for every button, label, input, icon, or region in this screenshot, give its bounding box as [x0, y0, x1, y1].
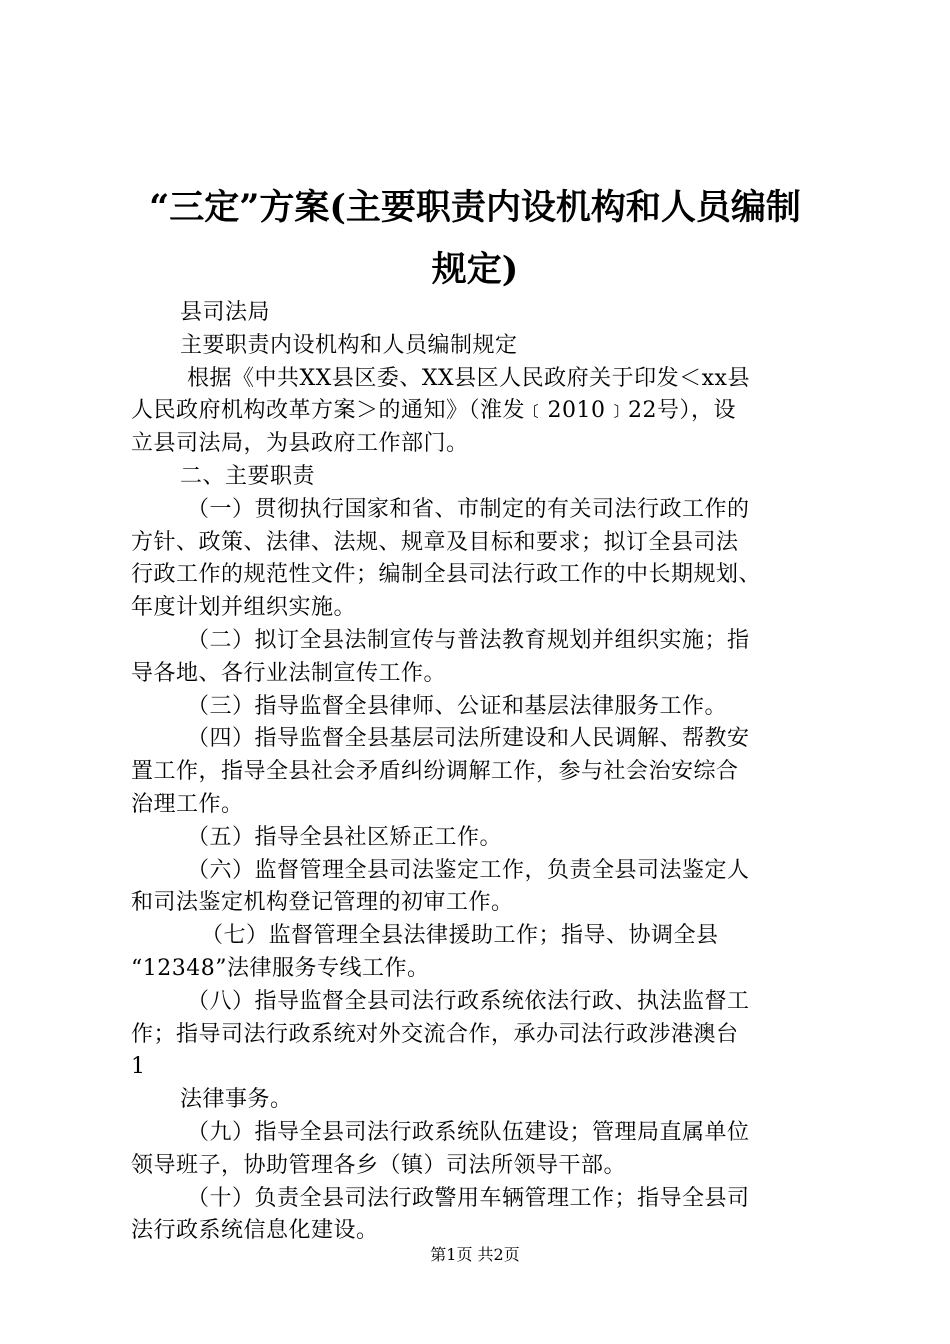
text-line: 作；指导司法行政系统对外交流合作，承办司法行政涉港澳台: [131, 1021, 739, 1047]
text-line: （八）指导监督全县司法行政系统依法行政、执法监督工: [187, 988, 750, 1014]
page-marker: 1: [131, 1054, 146, 1080]
text-line: 导各地、各行业法制宣传工作。: [131, 660, 447, 686]
text-line: 行政工作的规范性文件；编制全县司法行政工作的中长期规划、: [131, 562, 762, 588]
text-line: 和司法鉴定机构登记管理的初审工作。: [131, 890, 514, 916]
text-line: 立县司法局，为县政府工作部门。: [131, 431, 469, 457]
text-line: 治理工作。: [131, 791, 244, 817]
page-footer: 第1页 共2页: [430, 1245, 520, 1264]
text-line: 法行政系统信息化建设。: [131, 1218, 379, 1244]
text-line: （九）指导全县司法行政系统队伍建设；管理局直属单位: [187, 1119, 750, 1145]
text-line: （十）负责全县司法行政警用车辆管理工作；指导全县司: [187, 1185, 750, 1211]
text-line: 方针、政策、法律、法规、规章及目标和要求；拟订全县司法: [131, 529, 739, 555]
text-line: （七）监督管理全县法律援助工作；指导、协调全县: [201, 923, 719, 949]
text-line: 领导班子，协助管理各乡（镇）司法所领导干部。: [131, 1152, 627, 1178]
text-line: （一）贯彻执行国家和省、市制定的有关司法行政工作的: [187, 496, 750, 522]
document-body: [131, 297, 833, 1248]
document-title-line-1: “三定”方案(主要职责内设机构和人员编制: [149, 187, 801, 228]
text-line: 根据《中共XX县区委、XX县区人民政府关于印发＜xx县: [187, 365, 750, 391]
text-line: （六）监督管理全县司法鉴定工作，负责全县司法鉴定人: [187, 857, 750, 883]
text-line: 法律事务。: [180, 1087, 293, 1113]
text-line: 县司法局: [180, 300, 271, 325]
document-title-line-2: 规定): [431, 249, 519, 290]
text-line: 主要职责内设机构和人员编制规定: [180, 332, 518, 358]
text-line: （二）拟订全县法制宣传与普法教育规划并组织实施；指: [187, 627, 750, 653]
text-line: 置工作，指导全县社会矛盾纠纷调解工作，参与社会治安综合: [131, 759, 739, 785]
text-line: “12348”法律服务专线工作。: [131, 955, 430, 981]
text-line: 年度计划并组织实施。: [131, 595, 357, 621]
text-line: 二、主要职责: [180, 463, 316, 489]
text-line: （五）指导全县社区矫正工作。: [187, 824, 503, 850]
text-line: 人民政府机构改革方案＞的通知》（淮发﹝2010﹞22号），设: [131, 398, 736, 424]
text-line: （三）指导监督全县律师、公证和基层法律服务工作。: [187, 693, 728, 719]
text-line: （四）指导监督全县基层司法所建设和人民调解、帮教安: [187, 726, 750, 752]
